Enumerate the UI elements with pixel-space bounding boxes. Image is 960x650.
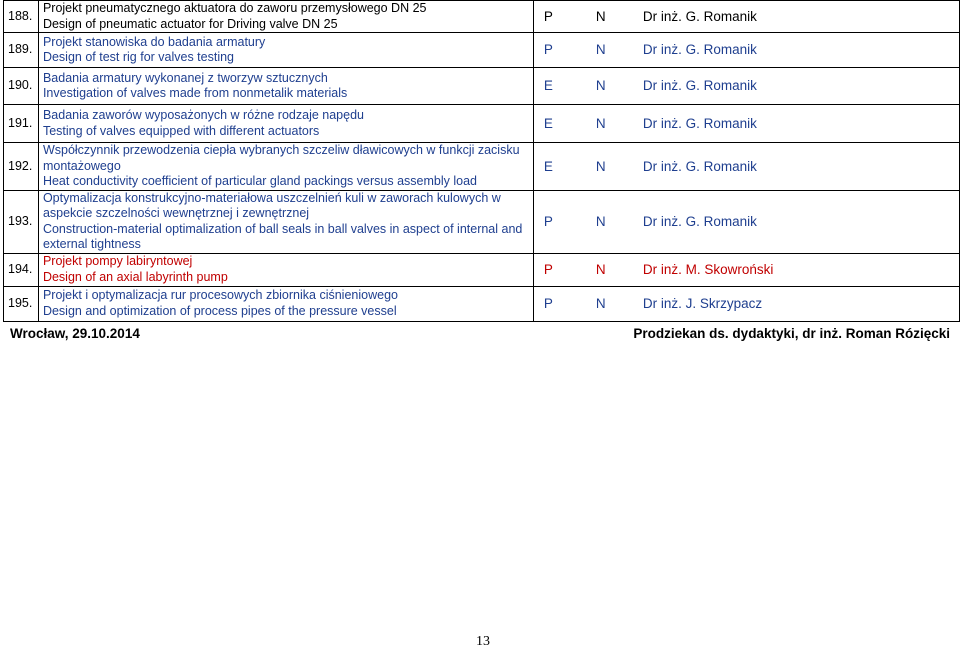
table-row bbox=[4, 286, 960, 321]
thesis-type: P bbox=[543, 261, 553, 277]
thesis-type: P bbox=[543, 8, 553, 24]
topic-title-english: Construction-material optimalization of ball seals in ball valves in aspect of internal and external tightness bbox=[42, 221, 523, 251]
thesis-type: P bbox=[543, 213, 553, 229]
supervisor-name: Dr inż. G. Romanik bbox=[642, 8, 757, 24]
table-row bbox=[4, 143, 960, 191]
supervisor-name: Dr inż. G. Romanik bbox=[642, 213, 757, 229]
row-number: 194. bbox=[4, 253, 39, 286]
topic-title-english: Design of an axial labyrinth pump bbox=[42, 269, 228, 284]
topic-title-english: Heat conductivity coefficient of particular gland packings versus assembly load bbox=[42, 174, 477, 188]
topic-title-polish: Projekt pneumatycznego aktuatora do zaworu przemysłowego DN 25 bbox=[42, 1, 427, 15]
topic-title-polish: Projekt i optymalizacja rur procesowych zbiornika ciśnieniowego bbox=[42, 288, 398, 302]
table-row bbox=[4, 253, 960, 286]
dean-signature-line: Prodziekan ds. dydaktyki, dr inż. Roman Rózięcki bbox=[633, 326, 950, 341]
study-level: N bbox=[595, 42, 606, 58]
study-level: N bbox=[595, 115, 606, 131]
topic-info-row bbox=[534, 159, 959, 175]
topic-info-row bbox=[534, 116, 959, 132]
topic-title-english: Design and optimization of process pipes of the pressure vessel bbox=[42, 303, 397, 318]
topic-title-cell bbox=[38, 143, 533, 191]
topic-title-english: Testing of valves equipped with different actuators bbox=[42, 123, 320, 138]
row-number: 190. bbox=[4, 68, 39, 105]
topic-info-cell bbox=[533, 1, 959, 33]
topic-info-cell bbox=[533, 33, 959, 68]
thesis-type: P bbox=[543, 42, 553, 58]
topic-info-row bbox=[534, 262, 959, 278]
supervisor-name: Dr inż. G. Romanik bbox=[642, 115, 757, 131]
thesis-type: E bbox=[543, 158, 553, 174]
topic-title-cell bbox=[38, 190, 533, 253]
topic-info-row bbox=[534, 296, 959, 312]
topic-title-cell bbox=[38, 105, 533, 143]
topics-table bbox=[3, 0, 960, 322]
topic-title-polish: Optymalizacja konstrukcyjno-materiałowa uszczelnień kuli w zaworach kulowych w aspekcie szczelności wewnętrznej i zewnętrznej bbox=[42, 190, 501, 220]
table-row bbox=[4, 1, 960, 33]
study-level: N bbox=[595, 261, 606, 277]
topic-title-cell bbox=[38, 253, 533, 286]
supervisor-name: Dr inż. M. Skowroński bbox=[642, 261, 774, 277]
topic-title-english: Investigation of valves made from nonmetalik materials bbox=[42, 86, 348, 100]
row-number: 189. bbox=[4, 33, 39, 68]
thesis-type: E bbox=[543, 115, 553, 131]
topic-title-polish: Badania zaworów wyposażonych w różne rodzaje napędu bbox=[42, 108, 364, 122]
topic-info-row bbox=[534, 214, 959, 230]
topic-title-cell bbox=[38, 68, 533, 105]
study-level: N bbox=[595, 295, 606, 311]
study-level: N bbox=[595, 158, 606, 174]
supervisor-name: Dr inż. J. Skrzypacz bbox=[642, 295, 763, 311]
place-date: Wrocław, 29.10.2014 bbox=[10, 326, 140, 341]
topic-title-polish: Projekt pompy labiryntowej bbox=[42, 254, 193, 268]
topic-info-cell bbox=[533, 286, 959, 321]
topic-title-polish: Projekt stanowiska do badania armatury bbox=[42, 34, 266, 49]
row-number: 188. bbox=[4, 1, 39, 33]
topic-info-row bbox=[534, 42, 959, 58]
topic-info-cell bbox=[533, 143, 959, 191]
topic-title-polish: Współczynnik przewodzenia ciepła wybranych szczeliw dławicowych w funkcji zacisku montażowego bbox=[42, 143, 520, 173]
table-row bbox=[4, 105, 960, 143]
topic-title-english: Design of test rig for valves testing bbox=[42, 50, 235, 64]
supervisor-name: Dr inż. G. Romanik bbox=[642, 42, 757, 58]
topic-info-cell bbox=[533, 253, 959, 286]
table-row bbox=[4, 68, 960, 105]
topic-title-cell bbox=[38, 33, 533, 68]
thesis-type: P bbox=[543, 295, 553, 311]
topic-info-cell bbox=[533, 190, 959, 253]
thesis-type: E bbox=[543, 78, 553, 94]
topic-info-row bbox=[534, 78, 959, 94]
row-number: 191. bbox=[4, 105, 39, 143]
topic-title-cell bbox=[38, 1, 533, 33]
topic-info-cell bbox=[533, 105, 959, 143]
row-number: 193. bbox=[4, 190, 39, 253]
topic-title-english: Design of pneumatic actuator for Driving valve DN 25 bbox=[42, 16, 338, 31]
study-level: N bbox=[595, 78, 606, 94]
row-number: 195. bbox=[4, 286, 39, 321]
page-number: 13 bbox=[476, 634, 490, 649]
topic-title-cell bbox=[38, 286, 533, 321]
supervisor-name: Dr inż. G. Romanik bbox=[642, 158, 757, 174]
topic-info-cell bbox=[533, 68, 959, 105]
topic-title-polish: Badania armatury wykonanej z tworzyw sztucznych bbox=[42, 70, 328, 85]
table-row bbox=[4, 190, 960, 253]
topic-info-row bbox=[534, 9, 959, 25]
study-level: N bbox=[595, 213, 606, 229]
study-level: N bbox=[595, 8, 606, 24]
supervisor-name: Dr inż. G. Romanik bbox=[642, 78, 757, 94]
row-number: 192. bbox=[4, 143, 39, 191]
table-row bbox=[4, 33, 960, 68]
topics-table-body bbox=[4, 1, 960, 322]
